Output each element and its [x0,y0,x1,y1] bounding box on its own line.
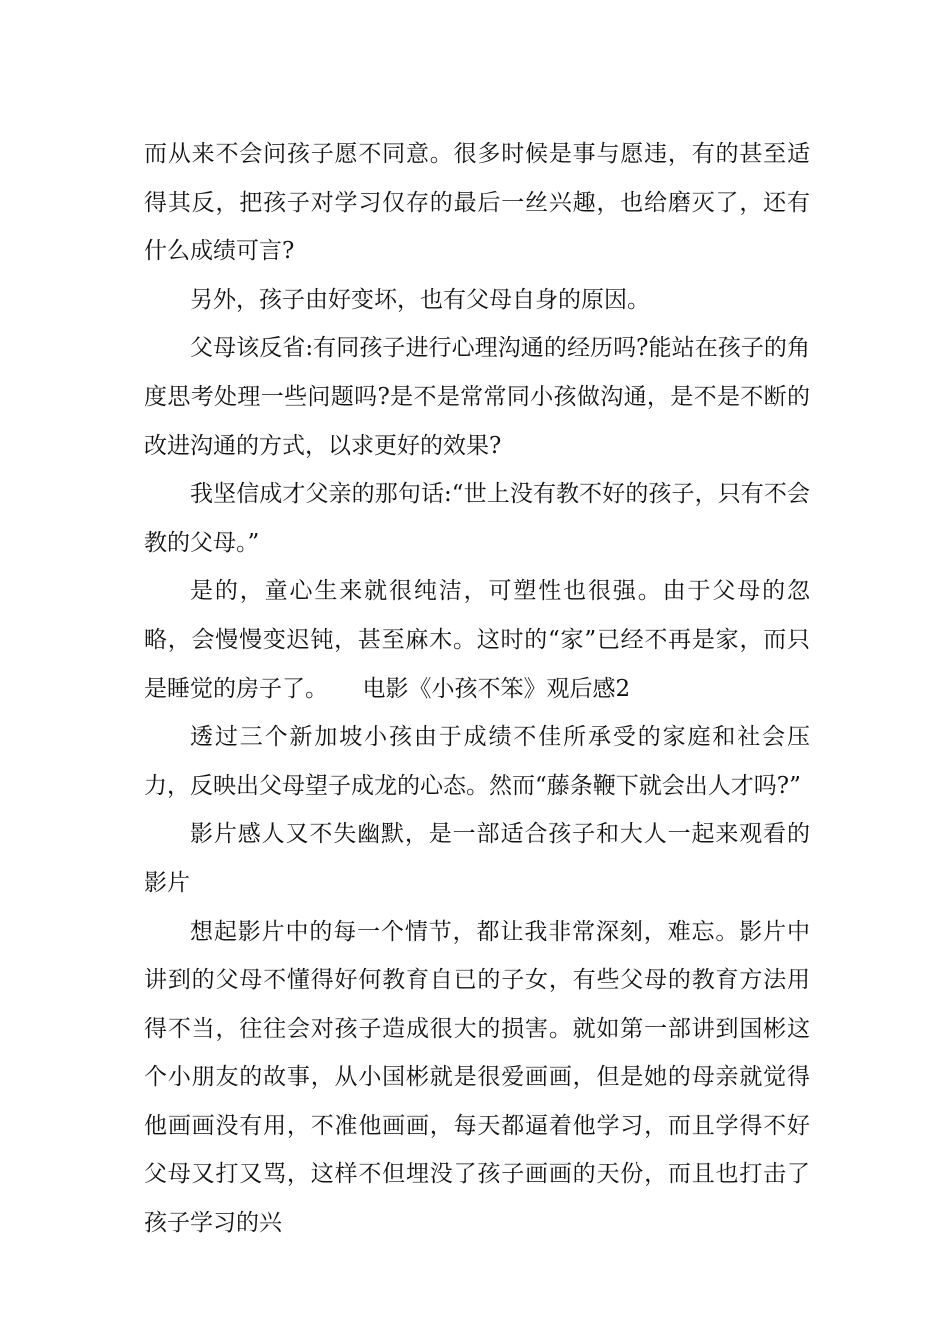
paragraph-5: 是的，童心生来就很纯洁，可塑性也很强。由于父母的忽略，会慢慢变迟钝，甚至麻木。这时的“家”已经不再是家，而只是睡觉的房子了。 电影《小孩不笨》观后感2 [144,578,810,702]
paragraph-8: 想起影片中的每一个情节，都让我非常深刻，难忘。影片中讲到的父母不懂得好何教育自已的子女，有些父母的教育方法用得不当，往往会对孩子造成很大的损害。就如第一部讲到国彬这个小朋友的故事，从小国彬就是很爱画画，但是她的母亲就觉得他画画没有用，不准他画画，每天都逼着他学习，而且学得不好父母又打又骂，这样不但埋没了孩子画画的天份，而且也打击了孩子学习的兴 [144,918,810,1237]
paragraph-6: 透过三个新加坡小孩由于成绩不佳所承受的家庭和社会压力，反映出父母望子成龙的心态。然而“藤条鞭下就会出人才吗?” [144,724,810,799]
paragraph-3: 父母该反省:有同孩子进行心理沟通的经历吗?能站在孩子的角度思考处理一些问题吗?是不是常常同小孩做沟通，是不是不断的改进沟通的方式，以求更好的效果? [144,335,810,459]
paragraph-1: 而从来不会问孩子愿不同意。很多时候是事与愿违，有的甚至适得其反，把孩子对学习仅存的最后一丝兴趣，也给磨灭了，还有什么成绩可言? [144,141,810,265]
document-body [144,130,810,1248]
paragraph-4: 我坚信成才父亲的那句话:“世上没有教不好的孩子，只有不会教的父母。” [144,481,810,556]
paragraph-2: 另外，孩子由好变坏，也有父母自身的原因。 [190,286,650,313]
paragraph-7: 影片感人又不失幽默，是一部适合孩子和大人一起来观看的影片 [144,821,810,896]
